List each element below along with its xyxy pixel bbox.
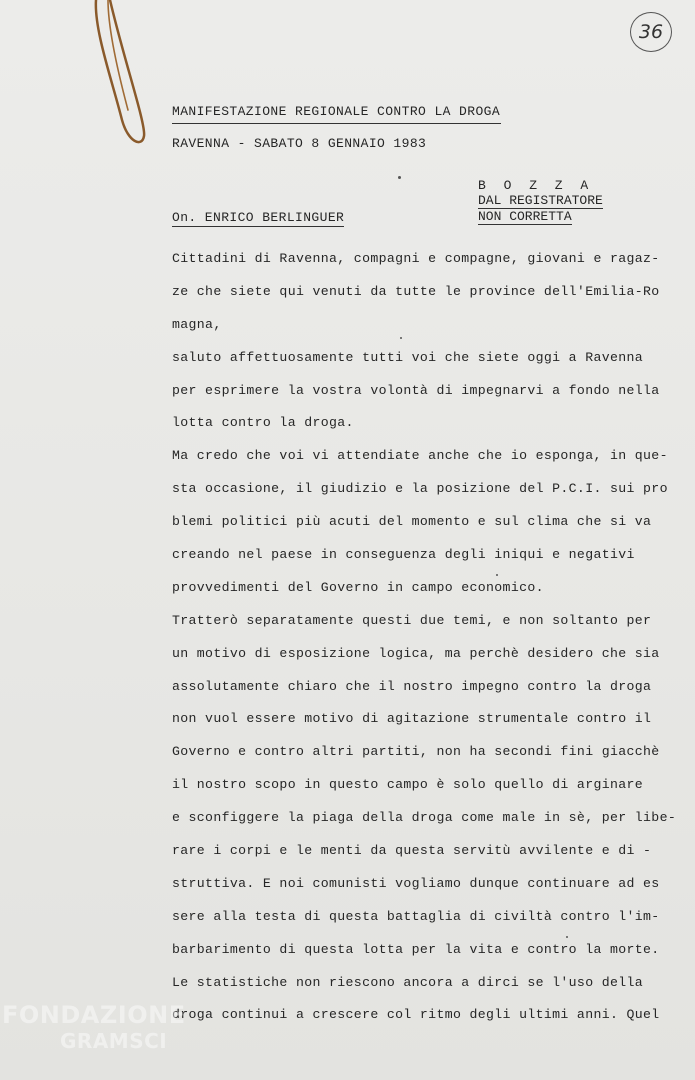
body-line: sere alla testa di questa battaglia di civiltà contro l'im- (172, 908, 660, 924)
paper-speck (496, 574, 498, 576)
body-line: saluto affettuosamente tutti voi che siete oggi a Ravenna (172, 349, 644, 365)
body-line: Ma credo che voi vi attendiate anche che io esponga, in que- (172, 448, 668, 464)
speech-body (172, 248, 677, 1037)
draft-note-line1: B O Z Z A (478, 178, 594, 193)
body-line: e sconfiggere la piaga della droga come male in sè, per libe- (172, 810, 677, 826)
watermark-line2: GRAMSCI (60, 1029, 168, 1053)
body-line: rare i corpi e le menti da questa servitù avvilente e di - (172, 843, 652, 859)
document-title: MANIFESTAZIONE REGIONALE CONTRO LA DROGA (172, 104, 501, 124)
body-line: lotta contro la droga. (172, 415, 354, 431)
body-line: Le statistiche non riescono ancora a dirci se l'uso della (172, 974, 644, 990)
body-line: assolutamente chiaro che il nostro impegno contro la droga (172, 678, 652, 694)
body-line: ze che siete qui venuti da tutte le province dell'Emilia-Ro (172, 283, 660, 299)
draft-note (478, 178, 603, 225)
archive-watermark (2, 1002, 186, 1054)
body-line: Cittadini di Ravenna, compagni e compagne, giovani e ragaz- (172, 251, 660, 266)
body-line: Governo e contro altri partiti, non ha secondi fini giacchè (172, 744, 660, 760)
body-line: Tratterò separatamente questi due temi, e non soltanto per (172, 612, 652, 628)
body-line: provvedimenti del Governo in campo economico. (172, 579, 544, 595)
page-number: 36 (630, 12, 672, 52)
watermark-line1: FONDAZIONE (2, 1001, 186, 1029)
body-line: il nostro scopo in questo campo è solo quello di arginare (172, 777, 644, 793)
body-line: magna, (172, 316, 222, 332)
paper-speck (398, 176, 401, 179)
body-line: non vuol essere motivo di agitazione strumentale contro il (172, 711, 652, 727)
body-line: blemi politici più acuti del momento e sul clima che si va (172, 514, 652, 530)
body-line: creando nel paese in conseguenza degli iniqui e negativi (172, 547, 635, 563)
paper-speck (400, 337, 402, 339)
date-line: RAVENNA - SABATO 8 GENNAIO 1983 (172, 136, 427, 151)
body-line: struttiva. E noi comunisti vogliamo dunque continuare ad es (172, 875, 660, 891)
body-line: un motivo di esposizione logica, ma perchè desidero che sia (172, 645, 660, 661)
paper-clip-icon (84, 0, 154, 150)
body-line: per esprimere la vostra volontà di impegnarvi a fondo nella (172, 382, 660, 398)
speaker-name: On. ENRICO BERLINGUER (172, 210, 345, 225)
body-line: droga continui a crescere col ritmo degli ultimi anni. Quel (172, 1007, 660, 1023)
draft-note-line2: DAL REGISTRATORE (478, 193, 603, 208)
body-line: sta occasione, il giudizio e la posizione del P.C.I. sui pro (172, 481, 668, 497)
paper-speck (566, 936, 568, 938)
body-line: barbarimento di questa lotta per la vita e contro la morte. (172, 941, 660, 957)
draft-note-line3: NON CORRETTA (478, 209, 572, 224)
